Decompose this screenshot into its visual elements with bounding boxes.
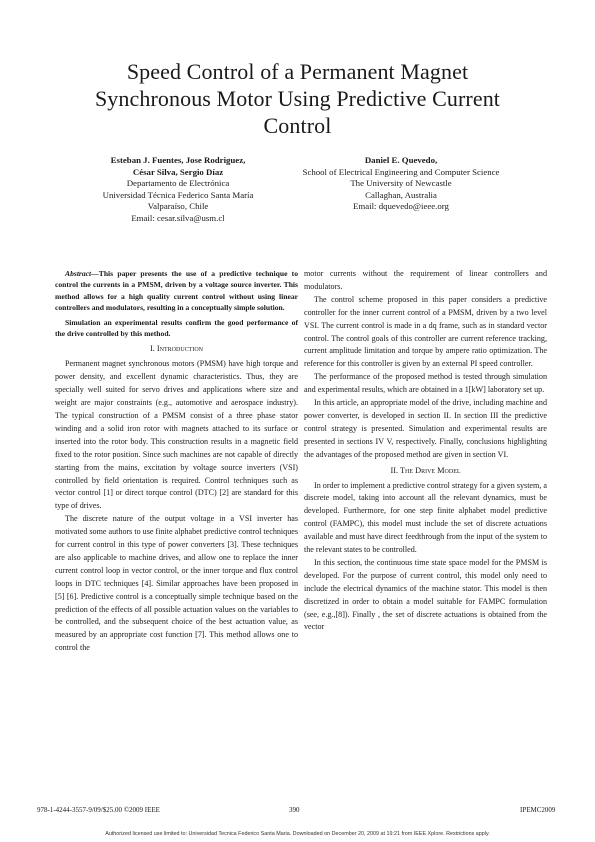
author-email: Email: dquevedo@ieee.org [353,201,449,212]
abstract [55,268,298,314]
paragraph: In order to implement a predictive control strategy for a given system, a discrete model, taking into account all the relevant dynamics, must be developed. Furthermore, for one step finite alphabet model predictive control (FAMPC), this model must include the set of discrete actuations available and must have direct feedthrough from the input of the system to the relevant states to be controlled. [304,480,547,555]
author-names-line-2: César Silva, Sergio Díaz [132,166,224,177]
abstract-text-2: Simulation an experimental results confirm the good performance of the drive controlled by this method. [55,317,298,339]
paragraph: The discrete nature of the output voltage in a VSI inverter has motivated some authors to use finite alphabet predictive control techniques for current control in this type of power converters [3]. These techniques are also applicable to machine drives, and allow one to replace the inner current control loop in vector control, or the inner torque and flux control loops in DTC techniques [4]. Similar approaches have been proposed in [5] [6]. Predictive control is a conceptually simple technique based on the prediction of the effects of all possible actuation values on the variables to be controlled, and the subsequent choice of the best actuation value, as measured by an appropriate cost function [7]. This method allows one to control the [55,514,298,653]
author-names-line-1: Esteban J. Fuentes, Jose Rodriguez, [110,155,246,165]
abstract-text: —This paper presents the use of a predictive technique to control the currents in a PMSM, driven by a voltage source inverter. This method allows for a high quality current control without using linear controllers and modulators, resulting in a conceptually simple solution. [55,269,298,313]
title-line-2: Synchronous Motor Using Predictive Current [94,86,501,111]
section-heading-introduction: I. Introduction [149,344,203,354]
paragraph: In this section, the continuous time state space model for the PMSM is developed. For the purpose of current control, this model only need to include the electrical dynamics of the machine stator. This model is then discretized in order to obtain a model suitable for FAMPC formulation (see, e.g.,[8]). Finally , the set of discrete actuations is obtained from the vector [304,557,547,632]
paper-title [60,58,535,139]
author-affiliation-univ: Universidad Técnica Federico Santa María [102,189,254,200]
author-email: Email: cesar.silva@usm.cl [131,212,225,223]
footer-conference: IPEMC2009 [520,806,556,814]
right-column [304,268,547,634]
page-number: 390 [289,806,300,814]
author-name: Daniel E. Quevedo, [364,155,438,165]
paragraph: In this article, an appropriate model of the drive, including machine and power converter, is developed in section II. In section III the predictive control strategy is presented. Simulation and experimental results are presented in sections IV V, respectively. Finally, conclusions highlighting the advantages of the proposed method are given in section VI. [304,398,547,459]
section-heading-drive-model: II. The Drive Model [390,465,461,475]
author-affiliation-school: School of Electrical Engineering and Computer Science [302,166,500,177]
left-column [55,268,298,655]
author-block-left [72,155,284,225]
abstract-label: Abstract [65,269,92,278]
author-block-right [276,155,526,213]
author-affiliation-dept: Departamento de Electrónica [126,178,230,189]
author-affiliation-univ: The University of Newcastle [350,178,452,189]
title-line-1: Speed Control of a Permanent Magnet [126,59,469,84]
author-affiliation-city: Callaghan, Australia [365,189,437,200]
license-notice: Authorized licensed use limited to: Universidad Tecnica Federico Santa Maria. Downloaded on December 20, 2009 at 19:21 from IEEE Xplore. Restrictions apply. [105,831,490,837]
title-line-3: Control [263,113,332,138]
paragraph: motor currents without the requirement of linear controllers and modulators. [304,269,547,291]
paragraph: The control scheme proposed in this paper considers a predictive controller for the inner current control of a PMSM, driven by a two level VSI. The current control is made in a dq frame, such as in standard vector control. The control goals of this controller are current reference tracking, current amplitude limitation and torque by ampere ratio optimization. The reference for this controller is given by an external PI speed controller. [304,294,547,369]
paragraph: The performance of the proposed method is tested through simulation and experimental results, which are obtained in a 1[kW] laboratory set up. [304,372,547,395]
paragraph: Permanent magnet synchronous motors (PMSM) have high torque and power density, and excellent dynamic characteristics. Thus, they are specially well suited for servo drives and applications where size and weight are major constraints (e.g., automotive and aerospace industry). The typical construction of a PMSM consist of a three phase stator winding and a solid iron rotor with magnets attached to its surface or inserted into the rotor body. This construction results in a magnetic field fixed to the rotor position. Since such machines are not capable of directly starting from the mains, excitation by voltage source inverters (VSI) controlled by field orientation is required. Control techniques such as vector control [1] or direct torque control (DTC) [2] are standard for this type of drives. [55,359,298,511]
author-affiliation-city: Valparaíso, Chile [147,201,209,212]
footer-isbn: 978-1-4244-3557-9/09/$25.00 ©2009 IEEE [37,806,160,814]
